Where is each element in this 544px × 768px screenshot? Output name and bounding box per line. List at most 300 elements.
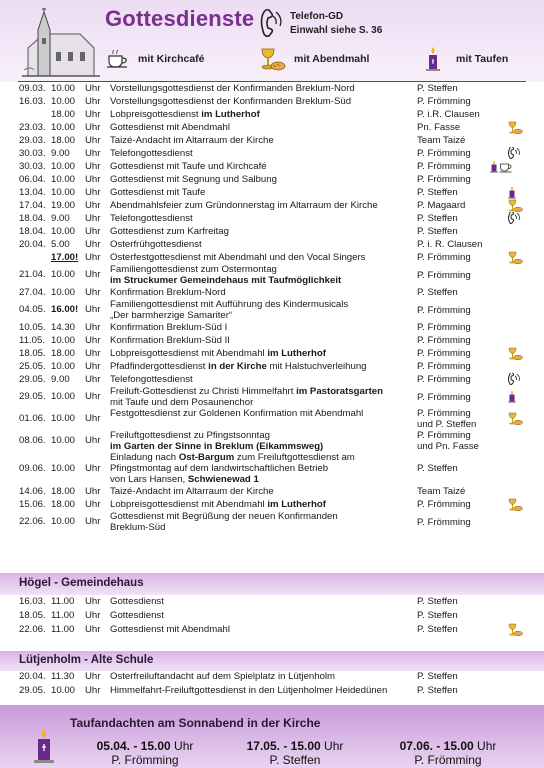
coffee-cup-icon bbox=[106, 49, 130, 69]
row-date: 30.03. bbox=[19, 161, 46, 172]
phone-icon bbox=[258, 8, 284, 42]
row-date: 16.03. bbox=[19, 596, 46, 607]
row-date: 14.06. bbox=[19, 486, 46, 497]
row-pastor bbox=[417, 452, 505, 485]
row-pastor-text bbox=[417, 334, 505, 347]
row-time-value: 17.00! bbox=[51, 252, 79, 263]
row-date: 18.05. bbox=[19, 610, 46, 621]
row-time bbox=[51, 121, 83, 134]
row-pastor-name: P. Steffen bbox=[417, 671, 458, 682]
chalice-bread-icon bbox=[258, 47, 286, 71]
row-description-line bbox=[110, 95, 415, 108]
row-pastor-text bbox=[417, 408, 476, 430]
row-pastor-name: P. Frömming bbox=[417, 335, 471, 346]
chalice-bread-icon bbox=[507, 623, 523, 636]
row-date: 01.06. bbox=[19, 413, 46, 424]
row-pastor bbox=[417, 186, 505, 199]
row-description-text: Konfirmation Breklum-Nord bbox=[110, 287, 226, 298]
row-pastor-name: P. Frömming bbox=[417, 499, 471, 510]
taufandacht-1-pastor: P. Frömming bbox=[111, 753, 179, 767]
row-pastor-name: P. Frömming bbox=[417, 269, 471, 281]
row-description-text: mit Taufe und dem Posaunenchor bbox=[110, 397, 254, 408]
row-time-value: 11.00 bbox=[51, 624, 75, 635]
row-description-bold: im Pastoratsgarten bbox=[293, 386, 383, 397]
row-pastor bbox=[417, 299, 505, 321]
schedule-row bbox=[0, 212, 544, 225]
row-pastor bbox=[417, 286, 505, 299]
schedule-row bbox=[0, 264, 544, 286]
row-description-bold: im Lutherhof bbox=[198, 109, 260, 120]
row-date: 11.05. bbox=[19, 335, 45, 346]
row-time bbox=[51, 498, 83, 511]
row-time-value: 10.00 bbox=[51, 335, 76, 346]
row-date: 29.05. bbox=[19, 391, 46, 402]
row-uhr: Uhr bbox=[85, 83, 101, 94]
row-description-line bbox=[110, 609, 415, 622]
row-pastor-name: P. i. R. Clausen bbox=[417, 239, 483, 250]
chalice-bread-icon bbox=[507, 498, 523, 511]
row-time bbox=[51, 225, 83, 238]
row-time bbox=[51, 684, 83, 697]
row-time-value: 10.00 bbox=[51, 226, 76, 237]
row-description bbox=[110, 173, 415, 186]
row-time-value: 9.00 bbox=[51, 374, 70, 385]
row-date: 18.04. bbox=[19, 213, 46, 224]
row-icons bbox=[507, 623, 529, 636]
schedule-row bbox=[0, 360, 544, 373]
taufandacht-3-date: 07.06. - 15.00 bbox=[399, 739, 474, 753]
row-time bbox=[51, 95, 83, 108]
row-time bbox=[51, 108, 83, 121]
row-pastor bbox=[417, 264, 505, 286]
row-time bbox=[51, 299, 83, 321]
row-time-value: 10.00 bbox=[51, 516, 76, 527]
schedule-row bbox=[0, 134, 544, 147]
row-description-line bbox=[110, 684, 415, 697]
row-icons bbox=[507, 121, 529, 134]
row-time-value: 10.00 bbox=[51, 269, 76, 280]
phone-icon bbox=[507, 212, 521, 225]
row-time bbox=[51, 334, 83, 347]
row-date: 22.06. bbox=[19, 516, 46, 527]
church-icon bbox=[22, 8, 100, 78]
row-uhr: Uhr bbox=[85, 200, 101, 211]
row-pastor bbox=[417, 121, 505, 134]
row-time bbox=[51, 386, 83, 408]
row-pastor-text bbox=[417, 392, 471, 403]
taufandacht-3-pastor: P. Frömming bbox=[414, 753, 482, 767]
row-description-text: Freiluftgottesdienst zu Pfingstsonntag bbox=[110, 430, 270, 441]
row-pastor-name: P. Frömming bbox=[417, 430, 471, 441]
row-pastor bbox=[417, 595, 505, 608]
row-pastor-name: P. Steffen bbox=[417, 596, 458, 607]
row-description bbox=[110, 684, 415, 697]
row-uhr: Uhr bbox=[85, 148, 101, 159]
schedule-row bbox=[0, 95, 544, 108]
schedule-row bbox=[0, 82, 544, 95]
schedule-row bbox=[0, 108, 544, 121]
schedule-row bbox=[0, 299, 544, 321]
schedule-row bbox=[0, 511, 544, 533]
row-uhr: Uhr bbox=[85, 269, 101, 280]
schedule-row bbox=[0, 373, 544, 386]
row-time-value: 10.00 bbox=[51, 174, 76, 185]
row-description-line bbox=[110, 360, 415, 373]
row-time bbox=[51, 212, 83, 225]
row-description bbox=[110, 186, 415, 199]
main-schedule bbox=[0, 82, 544, 533]
row-pastor bbox=[417, 95, 505, 108]
row-time bbox=[51, 430, 83, 452]
schedule-row bbox=[0, 485, 544, 498]
schedule-row bbox=[0, 386, 544, 408]
row-date: 20.04. bbox=[19, 239, 46, 250]
row-date: 29.05. bbox=[19, 374, 46, 385]
row-uhr: Uhr bbox=[85, 287, 101, 298]
row-description-line bbox=[110, 275, 415, 286]
footer-candle-icon bbox=[33, 728, 55, 764]
row-description-tail: zum Freiluftgottesdienst am bbox=[234, 452, 355, 463]
phone-icon bbox=[507, 147, 521, 160]
row-pastor bbox=[417, 485, 505, 498]
row-description-line bbox=[110, 430, 415, 441]
row-pastor-text bbox=[417, 173, 505, 186]
row-time bbox=[51, 511, 83, 533]
row-time bbox=[51, 623, 83, 636]
row-description-text: Lobpreisgottesdienst mit Abendmahl bbox=[110, 348, 265, 359]
row-pastor-text bbox=[417, 82, 505, 95]
taufandacht-1 bbox=[90, 739, 200, 767]
row-description-line bbox=[110, 108, 415, 121]
row-date: 21.04. bbox=[19, 269, 46, 280]
row-description bbox=[110, 134, 415, 147]
row-uhr: Uhr bbox=[85, 671, 101, 682]
row-time-value: 10.00 bbox=[51, 685, 76, 696]
row-description-text: Osterfrühgottesdienst bbox=[110, 239, 202, 250]
row-pastor-text bbox=[417, 609, 505, 622]
row-description-line bbox=[110, 173, 415, 186]
row-uhr: Uhr bbox=[85, 122, 101, 133]
telefon-einwahl: Einwahl siehe S. 36 bbox=[290, 25, 383, 36]
row-pastor-name: P. Frömming bbox=[417, 96, 471, 107]
hoegel-title: Högel - Gemeindehaus bbox=[19, 577, 144, 589]
row-pastor-text bbox=[417, 498, 505, 511]
row-description bbox=[110, 108, 415, 121]
row-pastor-text bbox=[417, 623, 505, 636]
row-time-value: 14.30 bbox=[51, 322, 76, 333]
row-date: 29.03. bbox=[19, 135, 46, 146]
schedule-row bbox=[0, 160, 544, 173]
row-description-line bbox=[110, 485, 415, 498]
row-description-line bbox=[110, 238, 415, 251]
row-time bbox=[51, 186, 83, 199]
row-uhr: Uhr bbox=[85, 322, 101, 333]
row-description-text: Gottesdienst mit Segnung und Salbung bbox=[110, 174, 277, 185]
taufandacht-2-pastor: P. Steffen bbox=[269, 753, 321, 767]
row-description-text: Osterfreiluftandacht auf dem Spielplatz in Lütjenholm bbox=[110, 671, 336, 682]
row-description bbox=[110, 670, 415, 683]
row-pastor-text bbox=[417, 485, 505, 498]
row-date: 09.03. bbox=[19, 83, 46, 94]
row-uhr: Uhr bbox=[85, 486, 101, 497]
row-pastor-text bbox=[417, 238, 505, 251]
schedule-row bbox=[0, 321, 544, 334]
row-time-value: 18.00 bbox=[51, 348, 76, 359]
row-time bbox=[51, 595, 83, 608]
row-description-line bbox=[110, 186, 415, 199]
legend-cafe-label: mit Kirchcafé bbox=[138, 53, 205, 65]
row-time-value: 10.00 bbox=[51, 463, 76, 474]
row-uhr: Uhr bbox=[85, 304, 101, 315]
legend-abendmahl-label: mit Abendmahl bbox=[294, 53, 370, 65]
schedule-row bbox=[0, 199, 544, 212]
row-pastor-text bbox=[417, 225, 505, 238]
row-icons bbox=[507, 147, 529, 160]
row-description bbox=[110, 264, 415, 286]
row-time-value: 11.00 bbox=[51, 596, 75, 607]
row-icons bbox=[507, 373, 529, 386]
row-description bbox=[110, 147, 415, 160]
schedule-row bbox=[0, 186, 544, 199]
row-description-tail: mit Halstuchverleihung bbox=[266, 361, 367, 372]
row-pastor-text bbox=[417, 321, 505, 334]
row-pastor bbox=[417, 334, 505, 347]
row-description bbox=[110, 160, 415, 173]
row-time-value: 10.00 bbox=[51, 161, 76, 172]
row-description-text: Lobpreisgottesdienst mit Abendmahl bbox=[110, 499, 265, 510]
row-date: 25.05. bbox=[19, 361, 46, 372]
row-icons bbox=[507, 390, 529, 403]
row-description-line bbox=[110, 522, 415, 533]
schedule-row bbox=[0, 623, 544, 637]
row-description-text: Gottesdienst bbox=[110, 596, 164, 607]
row-description bbox=[110, 212, 415, 225]
row-description-line bbox=[110, 160, 415, 173]
row-time bbox=[51, 485, 83, 498]
row-description-text: von Lars Hansen, bbox=[110, 474, 188, 485]
row-pastor-text bbox=[417, 595, 505, 608]
row-date: 18.05. bbox=[19, 348, 46, 359]
row-uhr: Uhr bbox=[85, 435, 101, 446]
row-description bbox=[110, 238, 415, 251]
hoegel-schedule bbox=[0, 595, 544, 637]
row-description bbox=[110, 595, 415, 608]
row-time-value: 5.00 bbox=[51, 239, 70, 250]
row-pastor bbox=[417, 386, 505, 408]
row-description-text: Familiengottesdienst zum Ostermontag bbox=[110, 264, 277, 275]
row-description bbox=[110, 286, 415, 299]
row-time-value: 10.00 bbox=[51, 96, 76, 107]
row-description bbox=[110, 609, 415, 622]
row-pastor-name: P. Steffen bbox=[417, 213, 458, 224]
row-pastor bbox=[417, 147, 505, 160]
row-description bbox=[110, 95, 415, 108]
taufandacht-2-date: 17.05. - 15.00 bbox=[246, 739, 321, 753]
row-time bbox=[51, 251, 83, 264]
row-pastor-name: P. Frömming bbox=[417, 174, 471, 185]
row-description-line bbox=[110, 82, 415, 95]
row-pastor-name: P. Frömming bbox=[417, 348, 471, 359]
row-description bbox=[110, 121, 415, 134]
legend-taufen bbox=[424, 44, 508, 74]
row-icons bbox=[507, 212, 529, 225]
row-time bbox=[51, 670, 83, 683]
row-uhr: Uhr bbox=[85, 226, 101, 237]
row-time-value: 16.00! bbox=[51, 304, 79, 315]
row-pastor bbox=[417, 108, 505, 121]
row-pastor-name: P. Steffen bbox=[417, 685, 458, 696]
row-uhr: Uhr bbox=[85, 374, 101, 385]
row-time bbox=[51, 609, 83, 622]
row-description-text: Telefongottesdienst bbox=[110, 213, 193, 224]
candle-icon bbox=[507, 186, 517, 199]
row-pastor-name: P. Frömming bbox=[417, 252, 471, 263]
chalice-bread-icon bbox=[507, 412, 523, 425]
row-description-line bbox=[110, 595, 415, 608]
row-uhr: Uhr bbox=[85, 413, 101, 424]
row-description-line bbox=[110, 452, 415, 463]
row-pastor-text bbox=[417, 199, 505, 212]
row-uhr: Uhr bbox=[85, 135, 101, 146]
row-pastor-text bbox=[417, 430, 479, 452]
row-time-value: 10.00 bbox=[51, 413, 76, 424]
row-time bbox=[51, 321, 83, 334]
row-pastor-text bbox=[417, 212, 505, 225]
row-date: 08.06. bbox=[19, 435, 46, 446]
row-uhr: Uhr bbox=[85, 499, 101, 510]
row-date: 22.06. bbox=[19, 624, 46, 635]
row-icons bbox=[507, 412, 529, 425]
row-pastor-name: P. Frömming bbox=[417, 374, 471, 385]
row-date: 15.06. bbox=[19, 499, 46, 510]
row-pastor-text bbox=[417, 186, 505, 199]
row-pastor-text bbox=[417, 95, 505, 108]
legend-abendmahl bbox=[258, 44, 369, 74]
row-date: 29.05. bbox=[19, 685, 46, 696]
taufandacht-1-uhr: Uhr bbox=[174, 739, 194, 753]
row-uhr: Uhr bbox=[85, 361, 101, 372]
schedule-row bbox=[0, 347, 544, 360]
row-pastor-text bbox=[417, 147, 505, 160]
row-description bbox=[110, 485, 415, 498]
row-date: 04.05. bbox=[19, 304, 46, 315]
row-description-text: Gottesdienst zum Karfreitag bbox=[110, 226, 229, 237]
row-pastor-text bbox=[417, 108, 505, 121]
row-pastor-text bbox=[417, 134, 505, 147]
row-description bbox=[110, 408, 415, 419]
row-pastor bbox=[417, 212, 505, 225]
row-description-line bbox=[110, 121, 415, 134]
taufandacht-3-uhr: Uhr bbox=[477, 739, 497, 753]
row-description-line bbox=[110, 373, 415, 386]
row-pastor bbox=[417, 173, 505, 186]
coffee-cup-icon bbox=[499, 160, 513, 173]
row-uhr: Uhr bbox=[85, 391, 101, 402]
row-pastor bbox=[417, 321, 505, 334]
row-pastor-name: P. Frömming bbox=[417, 408, 471, 419]
row-description-text: Vorstellungsgottesdienst der Konfirmanden Breklum-Nord bbox=[110, 83, 355, 94]
row-description-line bbox=[110, 199, 415, 212]
row-date: 10.05. bbox=[19, 322, 46, 333]
row-pastor-name: P. Frömming bbox=[417, 322, 471, 333]
row-time-value: 9.00 bbox=[51, 213, 70, 224]
row-description-line bbox=[110, 310, 415, 321]
row-pastor-name: Team Taizé bbox=[417, 135, 466, 146]
row-description bbox=[110, 199, 415, 212]
row-uhr: Uhr bbox=[85, 109, 101, 120]
row-description-line bbox=[110, 251, 415, 264]
row-description-line bbox=[110, 347, 415, 360]
luetjenholm-title: Lütjenholm - Alte Schule bbox=[19, 654, 154, 666]
row-time bbox=[51, 147, 83, 160]
row-pastor-text bbox=[417, 347, 505, 360]
chalice-bread-icon bbox=[507, 251, 523, 264]
row-time-value: 10.00 bbox=[51, 435, 76, 446]
row-time bbox=[51, 173, 83, 186]
row-uhr: Uhr bbox=[85, 516, 101, 527]
row-description bbox=[110, 452, 415, 485]
row-pastor-text bbox=[417, 373, 505, 386]
row-pastor-name: und P. Steffen bbox=[417, 419, 477, 430]
footer-title: Taufandachten am Sonnabend in der Kirche bbox=[70, 716, 321, 730]
row-description-line bbox=[110, 212, 415, 225]
schedule-row bbox=[0, 238, 544, 251]
row-time bbox=[51, 160, 83, 173]
row-description-line bbox=[110, 397, 415, 408]
row-description bbox=[110, 623, 415, 636]
row-time-value: 11.00 bbox=[51, 610, 75, 621]
row-description-bold: im Lutherhof bbox=[264, 499, 326, 510]
row-description-line bbox=[110, 408, 415, 419]
row-description bbox=[110, 360, 415, 373]
row-description-line bbox=[110, 134, 415, 147]
row-time bbox=[51, 134, 83, 147]
row-description bbox=[110, 498, 415, 511]
row-description-text: Gottesdienst bbox=[110, 610, 164, 621]
row-date: 27.04. bbox=[19, 287, 46, 298]
row-description-text: Gottesdienst mit Abendmahl bbox=[110, 122, 230, 133]
row-description-line bbox=[110, 474, 415, 485]
row-description bbox=[110, 321, 415, 334]
row-uhr: Uhr bbox=[85, 335, 101, 346]
row-pastor-text bbox=[417, 305, 471, 316]
row-uhr: Uhr bbox=[85, 463, 101, 474]
row-time bbox=[51, 82, 83, 95]
row-pastor-name: und Pn. Fasse bbox=[417, 441, 479, 452]
header bbox=[0, 0, 544, 82]
row-pastor-name: P. Frömming bbox=[417, 516, 471, 528]
row-pastor bbox=[417, 623, 505, 636]
row-description-text: Lobpreisgottesdienst bbox=[110, 109, 199, 120]
row-description-text: Gottesdienst mit Taufe bbox=[110, 187, 206, 198]
row-date: 30.03. bbox=[19, 148, 46, 159]
row-description-text: Telefongottesdienst bbox=[110, 148, 193, 159]
row-time-value: 10.00 bbox=[51, 361, 76, 372]
row-pastor-name: P. Magaard bbox=[417, 200, 466, 211]
row-date: 20.04. bbox=[19, 671, 46, 682]
row-description-bold: im Lutherhof bbox=[264, 348, 326, 359]
schedule-row bbox=[0, 173, 544, 186]
row-time-value: 18.00 bbox=[51, 109, 76, 120]
row-time-value: 11.30 bbox=[51, 671, 75, 682]
row-description-text: Gottesdienst mit Begrüßung der neuen Konfirmanden bbox=[110, 511, 338, 522]
row-description-text: Gottesdienst mit Taufe und Kirchcafé bbox=[110, 161, 267, 172]
row-icons bbox=[507, 347, 529, 360]
row-time-value: 19.00 bbox=[51, 200, 76, 211]
row-description-text: Pfingstmontag auf dem landwirtschaftlichen Betrieb bbox=[110, 463, 329, 474]
row-pastor bbox=[417, 430, 505, 452]
row-description-text: Taizé-Andacht im Altarraum der Kirche bbox=[110, 135, 274, 146]
